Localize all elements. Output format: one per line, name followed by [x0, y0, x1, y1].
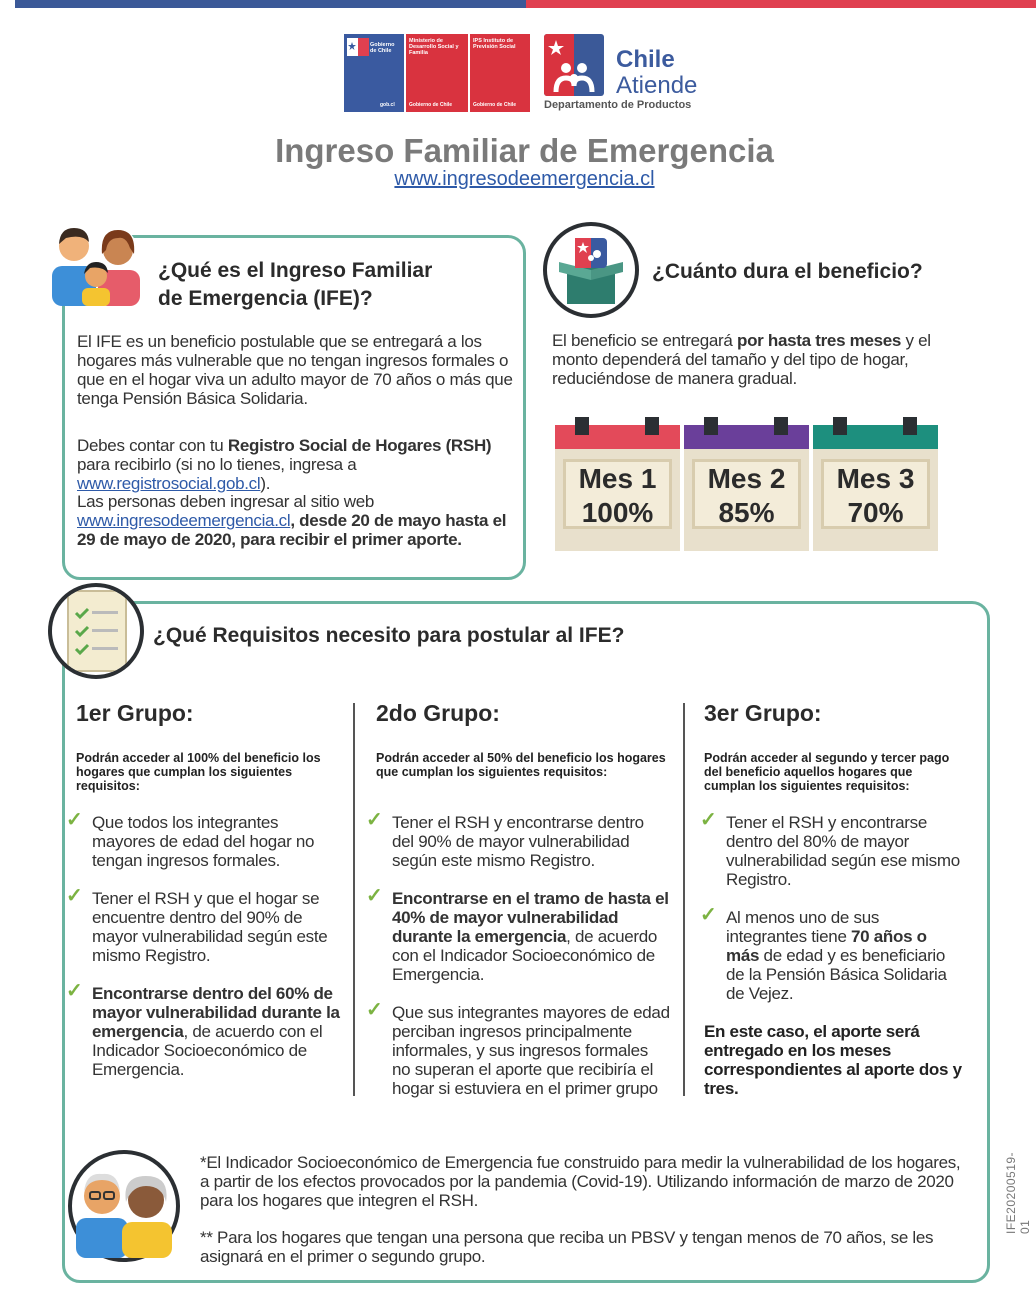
ife-heading: [158, 257, 432, 313]
calendar-header-3: [813, 425, 938, 449]
gob-logo-foot-2: Gobierno de Chile: [409, 102, 453, 108]
group-3-subtitle: Podrán acceder al segundo y tercer pago del beneficio aquellos hogares que cumplan los siguientes requisitos:: [704, 751, 950, 793]
chile-atiende-logo: [544, 34, 714, 114]
column-divider-2: [683, 703, 685, 1096]
g2-i2-rest: , de acuerdo con el Indicador Socioeconómico de Emergencia.: [392, 927, 658, 984]
group-2-item-3: [366, 999, 670, 1098]
gob-logo-text-2: Ministerio de Desarrollo Social y Familia: [409, 38, 459, 56]
family-mark-icon: [544, 34, 604, 96]
month-2-pct: 85%: [718, 497, 775, 528]
duration-p-c: y el monto dependerá del tamaño y del tipo de hogar, reduciéndose de manera gradual.: [552, 331, 931, 388]
check-icon: ✓: [366, 999, 383, 1021]
benefit-box-icon: [543, 222, 639, 318]
g3-i2-a: Al menos uno de sus integrantes tiene: [726, 908, 880, 946]
ingreso-emergencia-link[interactable]: www.ingresodeemergencia.cl: [77, 511, 291, 530]
group-2-item-1: [366, 809, 670, 870]
ife-paragraph-3: [77, 492, 517, 549]
family-icon: [46, 218, 146, 318]
top-color-bar: [15, 0, 1036, 8]
g2-i2-bold: Encontrarse en el tramo de hasta el 40% de mayor vulnerabilidad durante la emergencia: [392, 889, 669, 946]
g2-i3-text: Que sus integrantes mayores de edad perciban ingresos principalmente informales, y sus ingresos formales no superan el aporte que recibiría el hogar si estuviera en el primer grupo: [392, 1003, 670, 1098]
ministerio-logo: [406, 34, 468, 112]
chile-atiende-line2: Atiende: [616, 72, 698, 99]
ife-paragraph-2: [77, 436, 517, 493]
g1-i3-rest: , de acuerdo con el Indicador Socioeconómico de Emergencia.: [92, 1022, 323, 1079]
check-icon: ✓: [700, 904, 717, 926]
g3-i2-c: de edad y es beneficiario de la Pensión Básica Solidaria de Vejez.: [726, 946, 947, 1003]
group-2-title: 2do Grupo:: [376, 700, 500, 726]
group-3-title: 3er Grupo:: [704, 700, 822, 726]
ife-p3-a: Las personas deben ingresar al sitio web: [77, 492, 375, 511]
ife-p2-a: Debes contar con tu: [77, 436, 228, 455]
rsh-bold: Registro Social de Hogares (RSH): [227, 436, 492, 455]
ife-paragraph-1: El IFE es un beneficio postulable que se entregará a los hogares más vulnerable que no tengan ingresos formales o que en el hogar viva un adulto mayor de 70 años o más que tenga Pensión Básica Solidaria.: [77, 332, 513, 408]
g1-i1-text: Que todos los integrantes mayores de edad del hogar no tengan ingresos formales.: [92, 813, 315, 870]
registro-social-link[interactable]: www.registrosocial.gob.cl: [77, 474, 261, 493]
ife-p3-bold: , desde 20 de mayo hasta el 29 de mayo de 2020, para recibir el primer aporte.: [77, 511, 507, 549]
month-2-label: Mes 2: [707, 463, 786, 494]
chile-atiende-mark: [544, 34, 604, 96]
footnote-2: ** Para los hogares que tengan una persona que reciba un PBSV y tengan menos de 70 años, se les asignará en el primer o segundo grupo.: [200, 1228, 934, 1266]
checklist-icon: [48, 583, 144, 679]
month-1-calendar: [555, 425, 680, 551]
month-3-label: Mes 3: [836, 463, 915, 494]
ife-heading-line1: ¿Qué es el Ingreso Familiar: [158, 259, 433, 282]
elderly-couple-icon: [66, 1150, 182, 1266]
gob-logo-text-3: IPS Instituto de Previsión Social: [473, 38, 516, 50]
gob-logo-foot-3: Gobierno de Chile: [473, 102, 517, 108]
group-2-subtitle: Podrán acceder al 50% del beneficio los hogares que cumplan los siguientes requisitos:: [376, 751, 666, 779]
group-3-note: En este caso, el aporte será entregado en los meses correspondientes al aporte dos y tres.: [704, 1022, 962, 1098]
group-1-item-1: [66, 809, 341, 870]
group-3-item-1: [700, 809, 964, 889]
group-1-column: [66, 700, 341, 1079]
group-2-item-2: [366, 885, 670, 984]
ife-p2-c: para recibirlo (si no lo tienes, ingresa a: [77, 455, 357, 474]
top-bar-red: [526, 0, 1036, 8]
group-1-item-2: [66, 885, 341, 965]
calendar-header-2: [684, 425, 809, 449]
month-1-label: Mes 1: [578, 463, 657, 494]
calendar-header-1: [555, 425, 680, 449]
gob-chile-logo: [344, 34, 404, 112]
gob-logo-text-1: Gobierno de Chile: [370, 42, 395, 54]
month-3-pct: 70%: [847, 497, 904, 528]
coat-of-arms-icon: [347, 38, 369, 56]
ips-logo: [470, 34, 530, 112]
document-code: IFE20200519-01: [1004, 1151, 1032, 1234]
top-bar-blue: [15, 0, 526, 8]
g1-i2-text: Tener el RSH y que el hogar se encuentre dentro del 90% de mayor vulnerabilidad según este mismo Registro.: [92, 889, 328, 965]
duration-heading: ¿Cuánto dura el beneficio?: [652, 260, 923, 283]
requisitos-heading: ¿Qué Requisitos necesito para postular al IFE?: [153, 624, 625, 647]
group-1-subtitle: Podrán acceder al 100% del beneficio los hogares que cumplan los siguientes requisitos:: [76, 751, 321, 793]
department-label: Departamento de Productos: [544, 99, 692, 111]
chile-atiende-line1: Chile: [616, 46, 675, 73]
check-icon: ✓: [66, 885, 83, 907]
month-2-calendar: [684, 425, 809, 551]
duration-p-bold: por hasta tres meses: [737, 331, 902, 350]
ife-heading-line2: de Emergencia (IFE)?: [158, 287, 373, 310]
government-logos: [344, 34, 530, 112]
group-3-column: [700, 700, 964, 1098]
group-1-title: 1er Grupo:: [76, 700, 194, 726]
column-divider-1: [353, 703, 355, 1096]
month-1-pct: 100%: [581, 497, 654, 528]
gob-logo-foot-1: gob.cl: [380, 102, 395, 108]
check-icon: ✓: [700, 809, 717, 831]
duration-paragraph: [552, 331, 972, 388]
group-1-item-3: [66, 980, 341, 1079]
g2-i1-text: Tener el RSH y encontrarse dentro del 90% de mayor vulnerabilidad según este mismo Registro.: [392, 813, 644, 870]
g3-i1-text: Tener el RSH y encontrarse dentro del 80% de mayor vulnerabilidad según ese mismo Registro.: [726, 813, 960, 889]
ife-p2-d: ).: [260, 474, 271, 493]
check-icon: ✓: [66, 809, 83, 831]
main-url-link[interactable]: www.ingresodeemergencia.cl: [394, 168, 655, 190]
check-icon: ✓: [366, 885, 383, 907]
page-title: Ingreso Familiar de Emergencia: [275, 132, 774, 169]
month-3-calendar: [813, 425, 938, 551]
g1-i3-bold: Encontrarse dentro del 60% de mayor vulnerabilidad durante la emergencia: [92, 984, 340, 1041]
check-icon: ✓: [66, 980, 83, 1002]
group-3-item-2: [700, 904, 964, 1003]
footnote-1: *El Indicador Socioeconómico de Emergencia fue construido para medir la vulnerabilidad de los hogares, a partir de los efectos provocados por la pandemia (Covid-19). Utilizando información de marzo de 2020 para los hogares que integren el RSH.: [200, 1153, 961, 1210]
duration-p-a: El beneficio se entregará: [552, 331, 737, 350]
g3-i2-bold: 70 años o más: [726, 927, 927, 965]
group-2-column: [366, 700, 670, 1098]
check-icon: ✓: [366, 809, 383, 831]
